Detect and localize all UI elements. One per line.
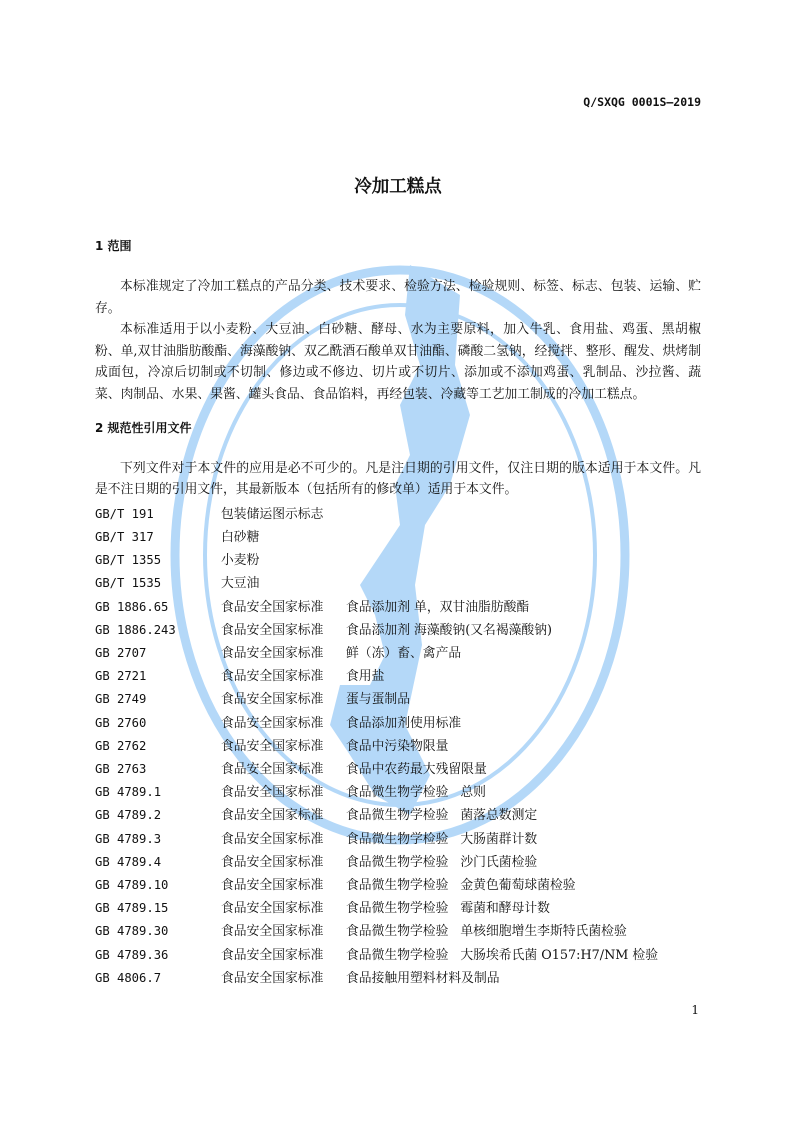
- reference-detail: [358, 572, 701, 595]
- reference-row: [95, 874, 701, 897]
- reference-code: GB/T 1355: [95, 553, 162, 568]
- reference-subtitle: 食品微生物学检验: [346, 831, 449, 847]
- reference-detail: [499, 758, 701, 781]
- standard-number: Q/SXQG 0001S—2019: [583, 95, 701, 109]
- reference-subtitle: [346, 526, 358, 549]
- reference-row: [95, 572, 701, 595]
- reference-detail: [564, 619, 701, 642]
- reference-row: [95, 781, 701, 804]
- reference-code: GB 1886.65: [95, 599, 169, 614]
- reference-detail: [358, 526, 701, 549]
- reference-title: 小麦粉: [221, 553, 260, 569]
- reference-title: 食品安全国家标准: [221, 808, 324, 824]
- scope-paragraph-2: 本标准适用于以小麦粉、大豆油、白砂糖、酵母、水为主要原料，加入牛乳、食用盐、鸡蛋、黑胡椒粉、单,双甘油脂肪酸酯、海藻酸钠、双乙酰酒石酸单双甘油酯、磷酸二氢钠，经搅拌、整形、醒发、烘烤制成面包，冷凉后切制或不切制、修边或不修边、切片或不切片、添加或不添加鸡蛋、乳制品、沙拉酱、蔬菜、肉制品、水果、果酱、罐头食品、食品馅料，再经包装、冷藏等工艺加工制成的冷加工糕点。: [95, 322, 701, 402]
- reference-detail: [358, 549, 701, 572]
- reference-detail: 菌落总数测定: [460, 808, 538, 824]
- page-number: 1: [691, 1003, 699, 1018]
- reference-row: [95, 619, 701, 642]
- reference-code: GB 2760: [95, 715, 147, 730]
- reference-row: [95, 967, 701, 990]
- reference-detail: 单核细胞增生李斯特氏菌检验: [460, 924, 627, 940]
- reference-title: 包装储运图示标志: [221, 506, 324, 522]
- section-heading-scope: 1 范围: [95, 239, 132, 253]
- reference-row: [95, 758, 701, 781]
- reference-row: [95, 920, 701, 943]
- reference-code: GB 4789.3: [95, 831, 162, 846]
- reference-subtitle: 食品微生物学检验: [346, 878, 449, 893]
- reference-detail: [473, 712, 701, 735]
- reference-detail: 大肠埃希氏菌 O157:H7/NM 检验: [460, 947, 659, 963]
- reference-code: GB/T 1535: [95, 576, 162, 591]
- reference-row: [95, 828, 701, 851]
- reference-row: [95, 804, 701, 827]
- reference-detail: [541, 596, 701, 619]
- reference-title: 食品安全国家标准: [221, 645, 324, 661]
- reference-subtitle: 鲜（冻）畜、禽产品: [346, 645, 462, 661]
- reference-code: GB/T 191: [95, 506, 154, 521]
- reference-row: [95, 503, 701, 526]
- reference-code: GB 4789.15: [95, 901, 169, 916]
- reference-row: [95, 526, 701, 549]
- reference-detail: 沙门氏菌检验: [460, 854, 538, 870]
- reference-row: [95, 642, 701, 665]
- reference-title: 食品安全国家标准: [221, 599, 324, 615]
- reference-code: GB 4789.1: [95, 785, 162, 800]
- reference-code: GB 2749: [95, 692, 147, 707]
- reference-subtitle: 食用盐: [346, 669, 385, 685]
- reference-subtitle: 食品微生物学检验: [346, 785, 449, 801]
- reference-subtitle: 食品微生物学检验: [346, 924, 449, 940]
- reference-title: 食品安全国家标准: [221, 878, 324, 893]
- reference-title: 食品安全国家标准: [221, 785, 324, 801]
- reference-detail: 霉菌和酵母计数: [460, 901, 550, 917]
- reference-code: GB 2763: [95, 761, 147, 776]
- reference-subtitle: 蛋与蛋制品: [346, 692, 410, 708]
- reference-title: 食品安全国家标准: [221, 669, 324, 685]
- reference-detail: [460, 735, 701, 758]
- reference-code: GB 4789.2: [95, 808, 162, 823]
- reference-title: 食品安全国家标准: [221, 831, 324, 847]
- reference-list: [95, 503, 701, 990]
- reference-title: 食品安全国家标准: [221, 924, 324, 940]
- reference-code: GB/T 317: [95, 529, 154, 544]
- reference-subtitle: [346, 503, 358, 526]
- reference-subtitle: [346, 549, 358, 572]
- reference-code: GB 1886.243: [95, 622, 176, 637]
- reference-title: 大豆油: [221, 576, 260, 592]
- reference-detail: 总则: [460, 785, 486, 801]
- reference-detail: [473, 642, 701, 665]
- reference-title: 食品安全国家标准: [221, 901, 324, 917]
- reference-subtitle: 食品微生物学检验: [346, 901, 449, 917]
- reference-detail: 金黄色葡萄球菌检验: [460, 878, 576, 893]
- reference-code: GB 2762: [95, 738, 147, 753]
- document-title: 冷加工糕点: [354, 177, 442, 197]
- reference-title: 食品安全国家标准: [221, 692, 324, 708]
- reference-code: GB 2707: [95, 645, 147, 660]
- reference-subtitle: 食品添加剂使用标准: [346, 715, 462, 731]
- reference-detail: [422, 688, 701, 711]
- reference-code: GB 4789.36: [95, 947, 169, 962]
- reference-row: [95, 897, 701, 920]
- reference-title: 食品安全国家标准: [221, 738, 324, 754]
- reference-title: 食品安全国家标准: [221, 970, 324, 986]
- reference-title: 食品安全国家标准: [221, 761, 324, 777]
- reference-row: [95, 665, 701, 688]
- reference-code: GB 4789.4: [95, 854, 162, 869]
- reference-row: [95, 596, 701, 619]
- reference-subtitle: 食品中农药最大残留限量: [346, 761, 487, 777]
- reference-row: [95, 549, 701, 572]
- reference-subtitle: 食品中污染物限量: [346, 738, 449, 754]
- references-paragraph: 下列文件对于本文件的应用是必不可少的。凡是注日期的引用文件，仅注日期的版本适用于本文件。凡是不注日期的引用文件，其最新版本（包括所有的修改单）适用于本文件。: [95, 460, 701, 498]
- reference-subtitle: 食品添加剂 海藻酸钠(又名褐藻酸钠): [346, 622, 553, 638]
- reference-title: 食品安全国家标准: [221, 854, 324, 870]
- reference-subtitle: [346, 572, 358, 595]
- reference-subtitle: 食品微生物学检验: [346, 854, 449, 870]
- reference-title: 食品安全国家标准: [221, 622, 324, 638]
- reference-row: [95, 851, 701, 874]
- reference-title: 食品安全国家标准: [221, 715, 324, 731]
- reference-row: [95, 688, 701, 711]
- reference-subtitle: 食品微生物学检验: [346, 947, 449, 963]
- reference-detail: 大肠菌群计数: [460, 831, 538, 847]
- reference-code: GB 4789.30: [95, 924, 169, 939]
- section-heading-references: 2 规范性引用文件: [95, 420, 192, 435]
- reference-code: GB 2721: [95, 669, 147, 684]
- reference-detail: [512, 967, 701, 990]
- reference-row: [95, 944, 701, 967]
- scope-paragraph-1: 本标准规定了冷加工糕点的产品分类、技术要求、检验方法、检验规则、标签、标志、包装、运输、贮存。: [95, 279, 701, 316]
- reference-row: [95, 735, 701, 758]
- reference-code: GB 4789.10: [95, 878, 169, 892]
- reference-detail: [396, 665, 701, 688]
- reference-detail: [358, 503, 701, 526]
- reference-code: GB 4806.7: [95, 970, 162, 985]
- reference-title: 白砂糖: [221, 529, 260, 545]
- reference-row: [95, 712, 701, 735]
- reference-title: 食品安全国家标准: [221, 947, 324, 963]
- reference-subtitle: 食品微生物学检验: [346, 808, 449, 824]
- reference-subtitle: 食品接触用塑料材料及制品: [346, 970, 500, 986]
- reference-subtitle: 食品添加剂 单，双甘油脂肪酸酯: [346, 599, 530, 615]
